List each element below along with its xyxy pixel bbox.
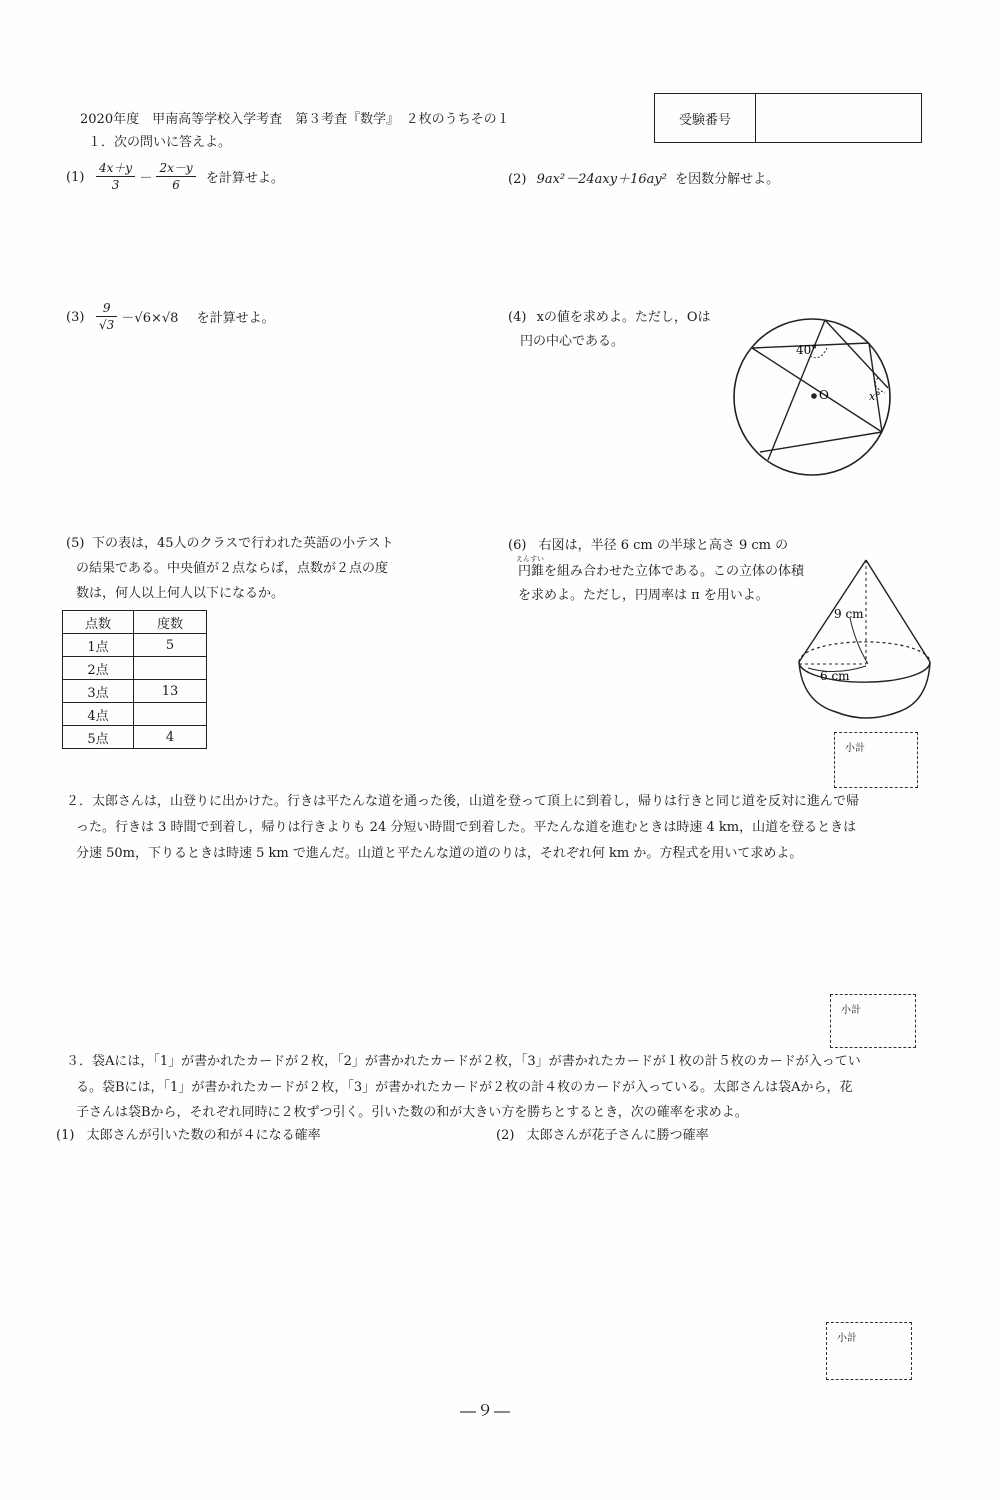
subtotal-box-3: [826, 1322, 912, 1380]
q3-line2: る。袋Bには，「1」が書かれたカードが２枚，「3」が書かれたカードが２枚の計４枚のカードが入っている。太郎さんは袋Aから，花: [76, 1080, 853, 1095]
q1-p5-line1: 下の表は，45人のクラスで行われた英語の小テスト: [92, 536, 394, 551]
q1-p6-line1: [508, 534, 788, 558]
base-ellipse-back: [799, 642, 930, 662]
q3-p1-number: (1): [56, 1128, 75, 1143]
q1-p6-line3: を求めよ。ただし，円周率は π を用いよ。: [518, 588, 769, 603]
radius-label: 6 cm: [820, 669, 850, 683]
q1-p4-text: xの値を求めよ。ただし，Oは: [536, 310, 711, 325]
q3-line3: 子さんは袋Bから，それぞれ同時に２枚ずつ引く。引いた数の和が大きい方を勝ちとするとき，次の確率を求めよ。: [76, 1105, 748, 1120]
frac1-denominator: 3: [111, 178, 120, 192]
angle-label-40: 40°: [796, 343, 818, 357]
q1-p2-instruction: を因数分解せよ。: [675, 172, 780, 187]
table-row: [63, 726, 207, 749]
q2-line3: 分速 50m，下りるときは時速 5 km で進んだ。山道と平たんな道の道のりは，それぞれ何 km か。方程式を用いて求めよ。: [76, 846, 803, 861]
q1-p4-number: (4): [508, 310, 527, 325]
table-cell: [134, 703, 207, 726]
base-ellipse-front: [799, 662, 930, 682]
table-row: [63, 680, 207, 703]
q3-line1: ３．袋Aには，「1」が書かれたカードが２枚，「2」が書かれたカードが２枚，「3」が書かれたカードが１枚の計５枚のカードが入ってい: [66, 1054, 861, 1069]
height-bracket: [850, 618, 868, 664]
exam-number-field[interactable]: [756, 94, 921, 142]
cone-hemisphere-figure: [790, 552, 940, 748]
q1-p3-instruction: を計算せよ。: [196, 311, 275, 326]
exam-number-box: [654, 93, 922, 143]
q1-p6-number: (6): [508, 538, 527, 553]
table-cell: 4: [134, 726, 207, 749]
angle-label-x: x°: [869, 390, 881, 403]
q1-p3-fraction: [96, 300, 117, 333]
q1-p1-number: (1): [66, 170, 85, 185]
subtotal-box-1: [834, 732, 918, 788]
center-label: O: [819, 388, 829, 402]
q1-p3-rest: －√6×√8: [121, 311, 179, 326]
frac3-numerator: 9: [96, 300, 117, 317]
q1-p5-line3: 数は，何人以上何人以下になるか。: [76, 586, 285, 601]
chord-right: [869, 343, 882, 432]
frac1-numerator: 4x＋y: [96, 160, 135, 177]
q3-p1: [56, 1124, 321, 1148]
q1-p4-line1: [508, 306, 711, 330]
table-cell: 5点: [63, 726, 134, 749]
q1-p6-text-1: 右図は，半径 6 cm の半球と高さ 9 cm の: [538, 538, 789, 553]
q2-line2: った。行きは 3 時間で到着し，帰りは行きよりも 24 分短い時間で到着した。平たんな道を進むときは時速 4 km，山道を登るときは: [76, 820, 857, 835]
q1-p1-expression: [96, 160, 284, 193]
q1-p2-expression: 9ax²－24axy＋16ay²: [536, 172, 667, 187]
chord-upper-right: [825, 320, 888, 388]
table-header-frequency: 度数: [134, 611, 207, 634]
height-label: 9 cm: [834, 607, 864, 621]
q1-p5-number: (5): [66, 536, 85, 551]
frac2-numerator: 2x－y: [156, 160, 195, 177]
table-cell: 1点: [63, 634, 134, 657]
subtotal-label: 小計: [845, 743, 865, 754]
exam-title: 2020年度 甲南高等学校入学考査 第３考査『数学』 ２枚のうちその１: [80, 112, 510, 127]
table-row: [63, 634, 207, 657]
table-cell: [134, 657, 207, 680]
q1-p3-expression: [96, 300, 275, 333]
q1-heading: １．次の問いに答えよ。: [88, 135, 232, 150]
frequency-table: [62, 610, 207, 749]
q1-p6-ruby: えんすい: [516, 555, 544, 563]
q3-p2: [496, 1124, 709, 1148]
table-cell: 5: [134, 634, 207, 657]
q1-p1-fraction-2: [156, 160, 195, 193]
q1-p2-number: (2): [508, 172, 527, 187]
minus-sign: －: [139, 171, 153, 186]
q3-p2-number: (2): [496, 1128, 515, 1143]
table-cell: 13: [134, 680, 207, 703]
circle-angle-figure: [730, 308, 900, 490]
table-header-score: 点数: [63, 611, 134, 634]
table-row: [63, 657, 207, 680]
table-row: [63, 703, 207, 726]
table-header-row: [63, 611, 207, 634]
q1-p1-instruction: を計算せよ。: [205, 171, 284, 186]
frac3-denominator: √3: [99, 318, 115, 332]
q3-p2-text: 太郎さんが花子さんに勝つ確率: [526, 1128, 709, 1143]
subtotal-label: 小計: [837, 1333, 857, 1344]
table-cell: 4点: [63, 703, 134, 726]
subtotal-box-2: [830, 994, 916, 1048]
q1-p4-line2: 円の中心である。: [520, 334, 625, 349]
page-number: ―９―: [460, 1401, 512, 1420]
table-cell: 3点: [63, 680, 134, 703]
subtotal-label: 小計: [841, 1005, 861, 1016]
q1-p5-line2: の結果である。中央値が２点ならば，点数が２点の度: [76, 561, 389, 576]
q1-p3-number: (3): [66, 310, 85, 325]
exam-number-label: 受験番号: [655, 94, 756, 142]
center-point: [811, 393, 817, 399]
q3-p1-text: 太郎さんが引いた数の和が４になる確率: [86, 1128, 321, 1143]
q1-p6-line2: 円錐を組み合わせた立体である。この立体の体積: [518, 564, 805, 579]
frac2-denominator: 6: [172, 178, 180, 192]
q1-p2: [508, 168, 779, 192]
q2-line1: ２．太郎さんは，山登りに出かけた。行きは平たんな道を通った後，山道を登って頂上に到着し，帰りは行きと同じ道を反対に進んで帰: [66, 794, 860, 809]
q1-p1-fraction-1: [96, 160, 135, 193]
table-cell: 2点: [63, 657, 134, 680]
cone-edge-right: [866, 560, 930, 662]
